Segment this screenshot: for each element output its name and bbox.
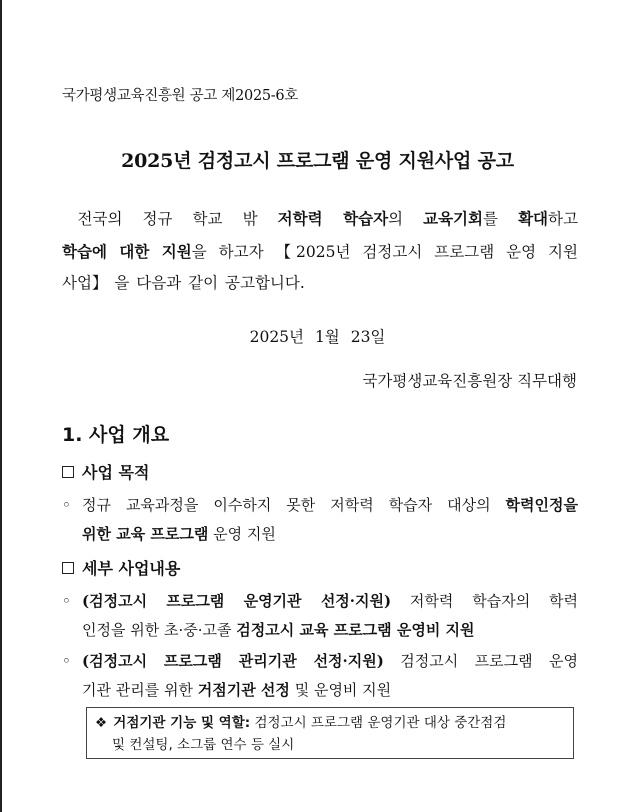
bullet-text (82, 491, 578, 520)
intro-line-3: 사업】 을 다음과 같이 공고합니다. (62, 274, 305, 292)
bullet-bold-text: (검정고시 프로그램 운영기관 선정·지원) (82, 592, 392, 610)
intro-text: 하고 (548, 210, 578, 228)
notice-date: 2025년 1월 23일 (249, 328, 386, 346)
bullet-continuation (62, 676, 578, 705)
bullet-text-part: 검정고시 프로그램 운영 (383, 652, 578, 670)
page-title: 2025년 검정고시 프로그램 운영 지원사업 공고 (121, 150, 514, 172)
bullet-text (82, 587, 578, 616)
detail-bullet-1 (62, 587, 578, 645)
intro-text: 를 (483, 210, 519, 228)
purpose-bullet (62, 491, 578, 549)
intro-text: 의 (388, 210, 424, 228)
intro-line-1 (62, 203, 578, 236)
circle-bullet-icon: ◦ (62, 592, 71, 610)
intro-bold-text: 저학력 학습자 (277, 209, 389, 228)
intro-line-2 (62, 236, 578, 269)
intro-bold-text: 학습에 대한 지원 (62, 241, 192, 261)
bullet-text-part: 저학력 학습자의 학력 (391, 592, 578, 610)
bullet-continuation (62, 520, 578, 549)
bullet-bold-text: 학력인정을 (505, 496, 578, 514)
bullet-bold-text: 검정고시 교육 프로그램 운영비 지원 (236, 621, 475, 639)
bullet-text (82, 647, 578, 676)
notice-number: 국가평생교육진흥원 공고 제2025-6호 (62, 88, 299, 104)
diamond-bullet-icon: ❖ (95, 715, 108, 731)
bullet-text-part: 인정을 위한 초·중·고졸 (82, 621, 237, 639)
bullet-text-part: 및 운영비 지원 (289, 681, 392, 699)
issuer-name: 국가평생교육진흥원장 직무대행 (362, 372, 577, 390)
intro-bold-text: 교육기회 (423, 209, 484, 228)
bullet-text-part: 운영 지원 (208, 525, 276, 543)
detail-bullet-2 (62, 647, 578, 705)
intro-bold-text: 확대 (518, 209, 549, 228)
intro-text: 전국의 정규 학교 밖 (77, 210, 278, 228)
section-title: 1. 사업 개요 (62, 424, 170, 446)
hub-role-note-box (86, 707, 574, 759)
subsection-purpose-title (62, 460, 149, 483)
bullet-continuation (62, 616, 578, 645)
subsection-details-title (62, 556, 180, 579)
square-bullet-icon (62, 562, 74, 574)
bullet-bold-text: (검정고시 프로그램 관리기관 선정·지원) (82, 652, 384, 670)
bullet-bold-text: 거점기관 선정 (197, 681, 290, 699)
subsection-label: 세부 사업내용 (82, 559, 181, 578)
circle-bullet-icon: ◦ (62, 652, 71, 670)
intro-paragraph (62, 203, 578, 300)
note-line-2: 및 컨설팅, 소그룹 연수 등 실시 (112, 737, 295, 753)
bullet-text-part: 정규 교육과정을 이수하지 못한 저학력 학습자 대상의 (82, 496, 506, 514)
square-bullet-icon (62, 466, 74, 478)
note-line-1 (95, 712, 565, 734)
note-text: 검정고시 프로그램 운영기관 대상 중간점검 (250, 715, 507, 731)
note-label: 거점기관 기능 및 역할: (113, 715, 251, 731)
intro-text: 을 하고자 【2025년 검정고시 프로그램 운영 지원 (191, 242, 578, 261)
bullet-bold-text: 위한 교육 프로그램 (82, 525, 209, 543)
page-left-border (0, 0, 2, 812)
bullet-text-part: 기관 관리를 위한 (82, 681, 198, 699)
circle-bullet-icon: ◦ (62, 496, 71, 514)
subsection-label: 사업 목적 (82, 463, 150, 482)
